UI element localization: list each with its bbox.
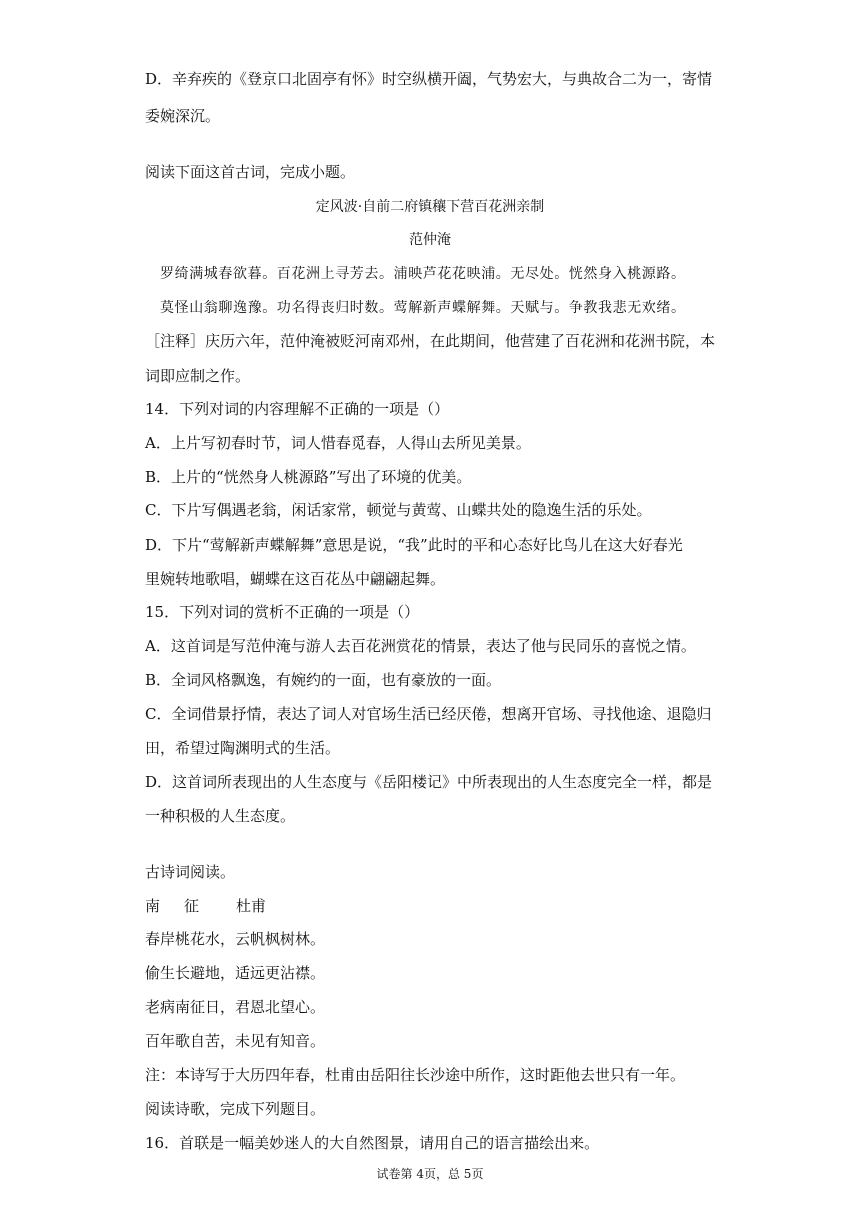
section1-instruction: 阅读下面这首古词，完成小题。 — [145, 163, 356, 181]
poem2-line-2: 偷生长避地，适远更沾襟。 — [145, 964, 326, 982]
q15-option-c-line1: C．全词借景抒情，表达了词人对官场生活已经厌倦，想离开官场、寻找他途、退隐归 — [145, 705, 712, 723]
poem2-note: 注：本诗写于大历四年春，杜甫由岳阳往长沙途中所作，这时距他去世只有一年。 — [145, 1066, 686, 1084]
q14-option-c: C．下片写偶遇老翁，闲话家常，顿觉与黄莺、山蝶共处的隐逸生活的乐处。 — [145, 501, 652, 519]
poem2-title-char-1: 南 — [145, 897, 161, 915]
q15-option-d-line1: D．这首词所表现出的人生态度与《岳阳楼记》中所表现出的人生态度完全一样，都是 — [145, 773, 713, 791]
poem2-line-3: 老病南征日，君恩北望心。 — [145, 998, 326, 1016]
q14-option-a: A．上片写初春时节，词人惜春觅春，人得山去所见美景。 — [145, 434, 531, 452]
q14-option-b: B．上片的“恍然身人桃源路”写出了环境的优美。 — [145, 468, 472, 486]
poem2-line-4: 百年歌自苦，未见有知音。 — [145, 1032, 326, 1050]
q15-option-d-line2: 一种积极的人生态度。 — [145, 807, 296, 825]
poem-line-2: 莫怪山翁聊逸豫。功名得丧归时数。莺解新声蝶解舞。天赋与。争教我悲无欢绪。 — [160, 300, 686, 316]
page-footer: 试卷第 4页，总 5页 — [376, 1167, 484, 1181]
poem2-author: 杜甫 — [236, 897, 267, 915]
q15-stem: 15．下列对词的赏析不正确的一项是（） — [145, 603, 420, 621]
poem-title: 定风波·自前二府镇穰下营百花洲亲制 — [315, 199, 545, 215]
q15-option-a: A．这首词是写范仲淹与游人去百花洲赏花的情景，表达了他与民同乐的喜悦之情。 — [145, 637, 696, 655]
poem-note-line1: ［注释］庆历六年，范仲淹被贬河南邓州，在此期间，他营建了百花洲和花洲书院，本 — [145, 332, 716, 350]
q13-option-d-line2: 委婉深沉。 — [145, 107, 221, 125]
q14-option-d-line1: D．下片“莺解新声蝶解舞”意思是说，“我”此时的平和心态好比鸟儿在这大好春光 — [145, 536, 683, 554]
q16-stem: 16．首联是一幅美妙迷人的大自然图景，请用自己的语言描绘出来。 — [145, 1134, 600, 1152]
poem-line-1: 罗绮满城春欲暮。百花洲上寻芳去。浦映芦花花映浦。无尽处。恍然身入桃源路。 — [160, 266, 686, 282]
section2-instruction: 阅读诗歌，完成下列题目。 — [145, 1100, 326, 1118]
q14-option-d-line2: 里婉转地歌唱，蝴蝶在这百花丛中翩翩起舞。 — [145, 570, 446, 588]
poem2-title-char-2: 征 — [184, 897, 200, 915]
q15-option-b: B．全词风格飘逸，有婉约的一面，也有豪放的一面。 — [145, 671, 502, 689]
poem-note-line2: 词即应制之作。 — [145, 367, 251, 385]
q13-option-d-line1: D．辛弃疾的《登京口北固亭有怀》时空纵横开阖，气势宏大，与典故合二为一，寄情 — [145, 70, 713, 88]
poem-author: 范仲淹 — [409, 232, 451, 248]
section2-heading: 古诗词阅读。 — [145, 863, 236, 881]
poem2-line-1: 春岸桃花水，云帆枫树林。 — [145, 930, 326, 948]
q14-stem: 14．下列对词的内容理解不正确的一项是（） — [145, 400, 450, 418]
q15-option-c-line2: 田，希望过陶渊明式的生活。 — [145, 739, 341, 757]
